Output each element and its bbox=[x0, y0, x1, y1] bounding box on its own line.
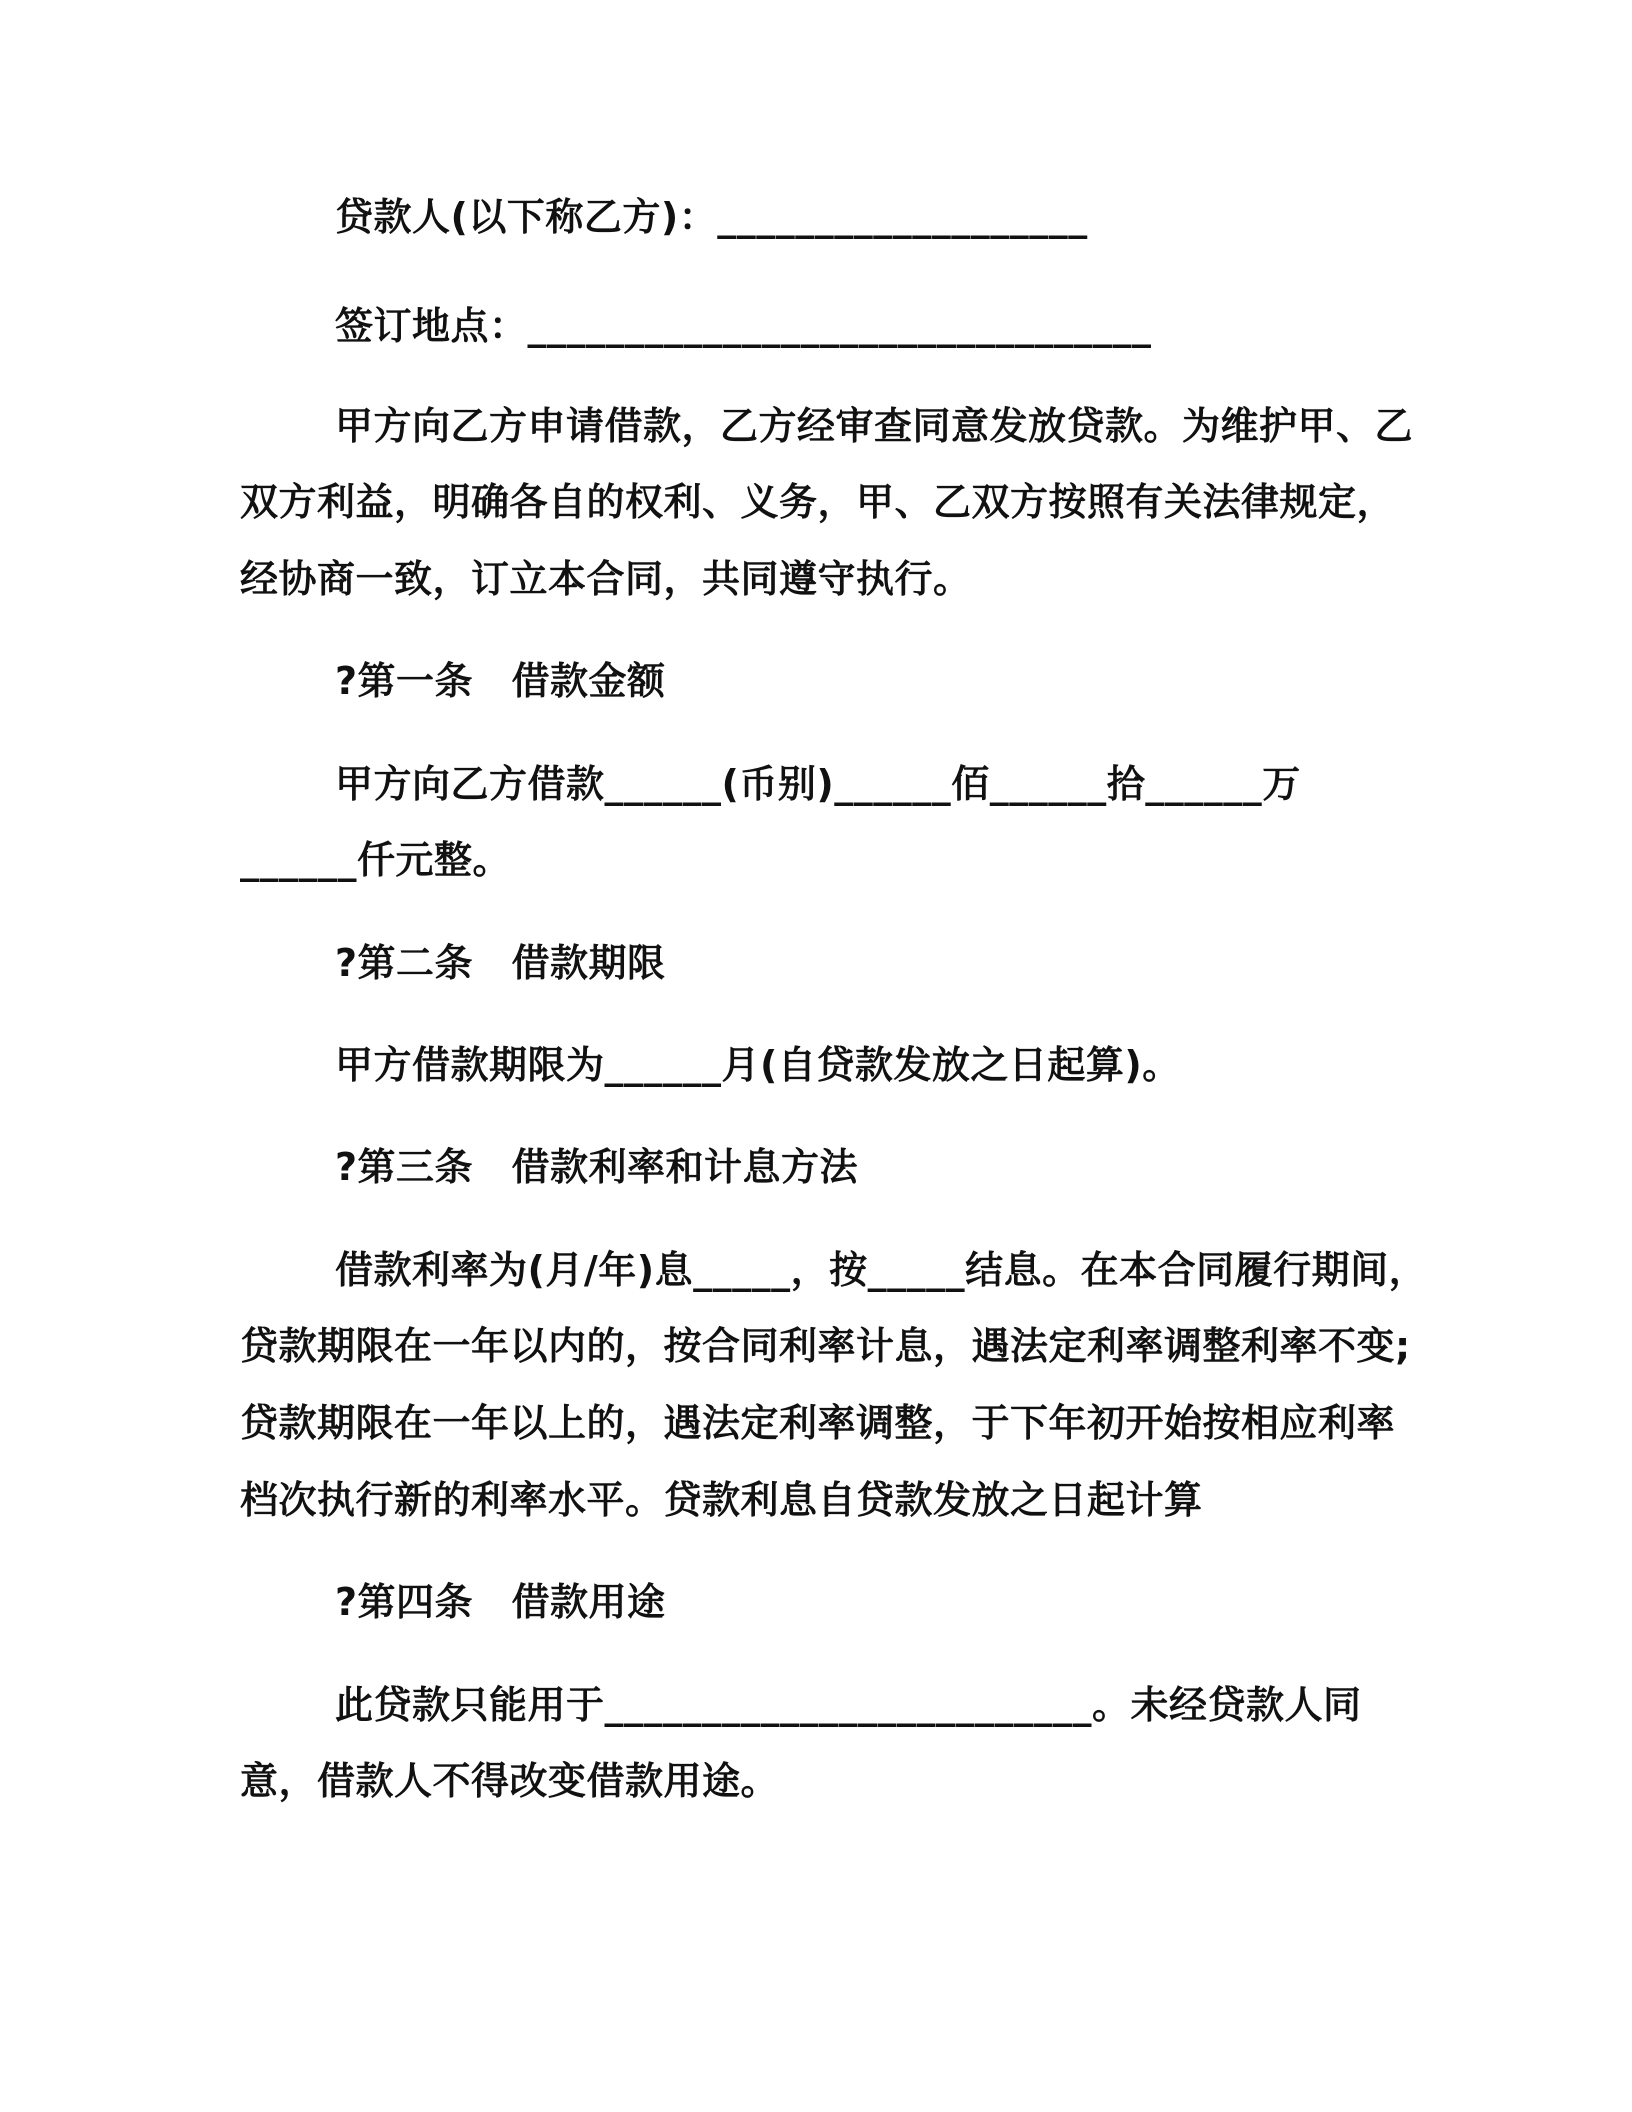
preamble-line-1: 甲方向乙方申请借款，乙方经审查同意发放贷款。为维护甲、乙 bbox=[335, 404, 1414, 448]
article-3-line-1: 借款利率为(月/年)息_____，按_____结息。在本合同履行期间， bbox=[335, 1248, 1428, 1292]
article-1-heading: ?第一条 借款金额 bbox=[335, 659, 666, 703]
article-3-line-2: 贷款期限在一年以内的，按合同利率计息，遇法定利率调整利率不变; bbox=[240, 1324, 1411, 1368]
article-2-heading: ?第二条 借款期限 bbox=[335, 941, 666, 985]
article-3-line-3: 贷款期限在一年以上的，遇法定利率调整，于下年初开始按相应利率 bbox=[240, 1401, 1396, 1445]
article-2-line-1: 甲方借款期限为______月(自贷款发放之日起算)。 bbox=[335, 1043, 1181, 1087]
article-4-heading: ?第四条 借款用途 bbox=[335, 1580, 666, 1624]
lender-line: 贷款人(以下称乙方)：___________________ bbox=[335, 195, 1088, 239]
article-4-line-2: 意，借款人不得改变借款用途。 bbox=[240, 1759, 780, 1803]
article-3-heading: ?第三条 借款利率和计息方法 bbox=[335, 1145, 859, 1189]
signing-place-line: 签订地点：________________________________ bbox=[335, 304, 1152, 348]
preamble-line-2: 双方利益，明确各自的权利、义务，甲、乙双方按照有关法律规定， bbox=[240, 480, 1396, 524]
article-1-line-2: ______仟元整。 bbox=[240, 838, 512, 882]
article-4-line-1: 此贷款只能用于_________________________。未经贷款人同 bbox=[335, 1683, 1362, 1727]
article-3-line-4: 档次执行新的利率水平。贷款利息自贷款发放之日起计算 bbox=[240, 1478, 1203, 1522]
preamble-line-3: 经协商一致，订立本合同，共同遵守执行。 bbox=[240, 557, 972, 601]
article-1-line-1: 甲方向乙方借款______(币别)______佰______拾______万 bbox=[335, 762, 1301, 806]
